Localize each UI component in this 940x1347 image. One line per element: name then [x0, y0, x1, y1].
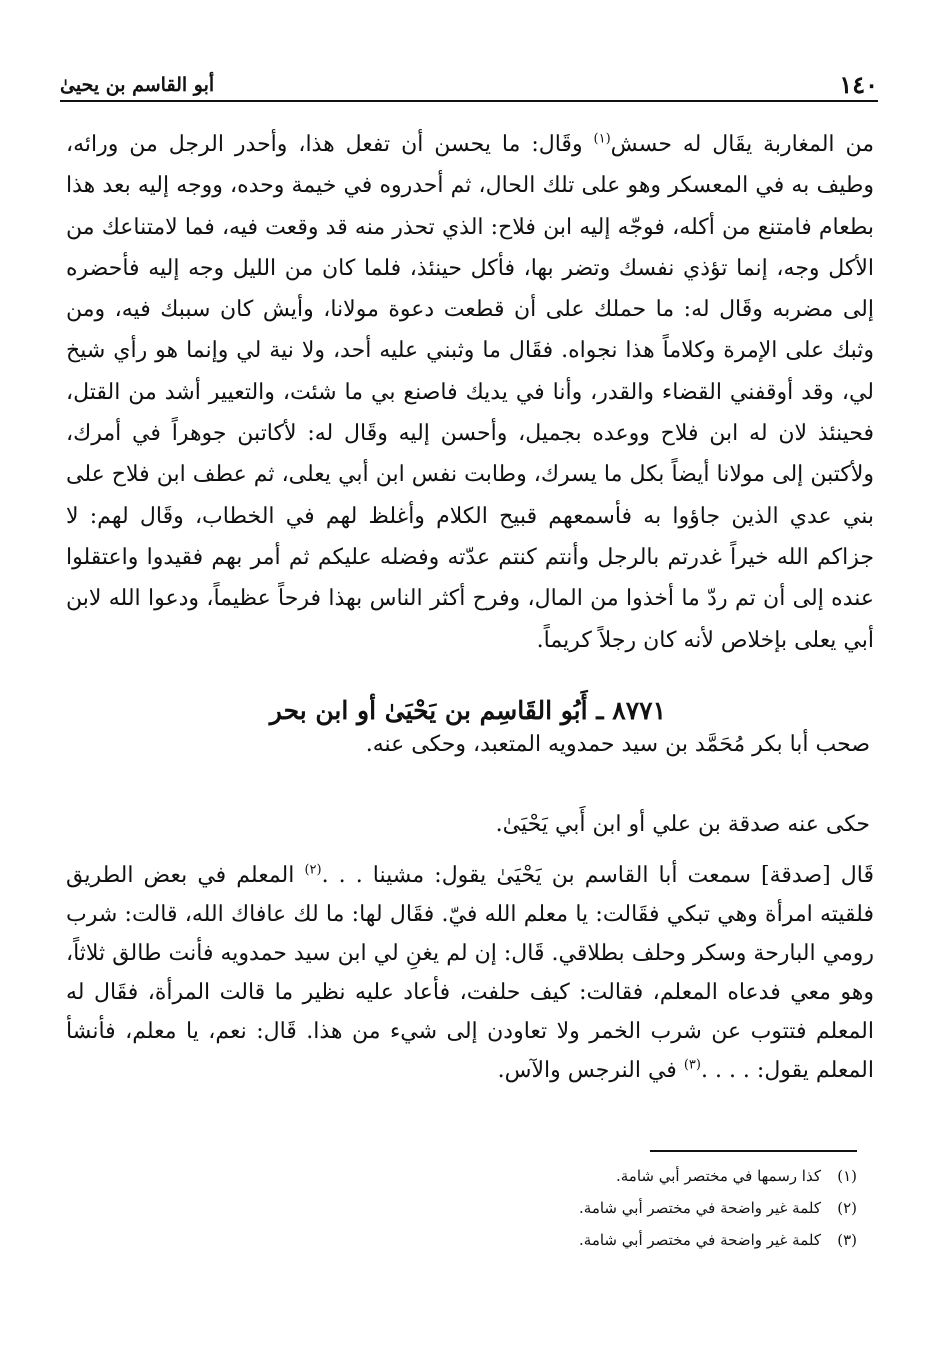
footnote-1-number: (١): [837, 1167, 857, 1185]
footnote-1: [579, 1160, 857, 1192]
footnote-ref-2: (٢): [304, 862, 322, 878]
footnote-2-number: (٢): [837, 1199, 857, 1217]
entry-body: [66, 856, 874, 1090]
running-header: [60, 70, 878, 102]
page-number: ١٤٠: [839, 70, 878, 99]
footnote-3-number: (٣): [837, 1231, 857, 1249]
footnote-2: [579, 1192, 857, 1224]
footnote-3: [579, 1224, 857, 1256]
footnote-1-text: كذا رسمها في مختصر أبي شامة.: [615, 1167, 821, 1185]
entry-text-b: المعلم في بعض الطريق فلقيته امرأة وهي تبكي فقَالت: يا معلم الله فيّ. فقَال لها: ما لك عافاك الله، قالت: شرب رومي البارحة وسكر وحلف بطلاقي. قَال: إن لم يغنِ لي ابن سيد حمدويه فأنت طالق ثلاثاً، وهو معي فدعاه المعلم، فقالت: كيف حلفت، فأعاد عليه نظير ما قالت المرأة، فقَال له المعلم فتتوب عن شرب الخمر ولا تعاودن إلى شيء من هذا. قَال: نعم، يا معلم، فأنشأ المعلم يقول: . . . .: [66, 863, 874, 1083]
entry-paragraph: [66, 856, 874, 1090]
paragraph-1: [66, 124, 874, 661]
footnote-2-text: كلمة غير واضحة في مختصر أبي شامة.: [579, 1199, 821, 1217]
entry-line-1: صحب أبا بكر مُحَمَّد بن سيد حمدويه المتعبد، وحكى عنه.: [365, 732, 870, 757]
entry-line-2: حكى عنه صدقة بن علي أو ابن أَبي يَحْيَىٰ.: [495, 812, 870, 837]
entry-text-a: قَال [صدقة] سمعت أبا القاسم بن يَحْيَىٰ يقول: مشينا . . .: [321, 863, 875, 888]
footnote-ref-1: (١): [593, 131, 611, 147]
footnote-3-text: كلمة غير واضحة في مختصر أبي شامة.: [579, 1231, 821, 1249]
paragraph-1-text-b: وقَال: ما يحسن أن تفعل هذا، وأحدر الرجل من ورائه، وطيف به في المعسكر وهو على تلك الحال، ثم أحدروه في خيمة وحده، ووجه إليه بعد هذا بطعام فامتنع من أكله، فوجّه إليه ابن فلاح: الذي تحذر منه قد وقعت فيه، فما لامتناعك من الأكل وجه، إنما تؤذي نفسك وتضر بها، فأكل حينئذ، فلما كان من الليل وجه إليه فأحضره إلى مضربه وقَال له: ما حملك على أن قطعت دعوة مولانا، وأيش كان سببك فيه، ومن وثبك على الإمرة وكلاماً هذا نجواه. فقَال ما وثبني عليه أحد، ولا نية لي وإنما هو رأي شيخ لي، وقد أوقفني القضاء والقدر، وأنا في يديك فاصنع بي ما شئت، والتعيير أشد من القتل، فحينئذ لان له ابن فلاح ووعده بجميل، وأحسن إليه وقَال له: لأكاتبن جوهراً في أمرك، ولأكتبن إلى مولانا أيضاً بكل ما يسرك، وطابت نفس ابن أبي يعلى، ثم عطف ابن فلاح على بني عدي الذين جاؤوا به فأسمعهم قبيح الكلام وأغلظ لهم في الخطاب، وقَال لهم: لا جزاكم الله خيراً غدرتم بالرجل وأنتم كنتم عدّته وفضله عليكم ثم أمر بهم فقيدوا واعتقلوا عنده إلى أن تم ردّ ما أخذوا من المال، وفرح أكثر الناس بهذا فرحاً عظيماً، ودعوا الله لابن أبي يعلى بإخلاص لأنه كان رجلاً كريماً.: [66, 132, 874, 653]
entry-text-c: في النرجس والآس.: [497, 1058, 684, 1083]
running-title: أبو القاسم بن يحيىٰ: [60, 74, 215, 96]
entry-heading: ٨٧٧١ ـ أَبُو القَاسِم بن يَحْيَىٰ أو ابن بحر: [269, 696, 666, 725]
main-text: [66, 124, 874, 661]
footnotes: [579, 1160, 857, 1256]
footnote-separator: [650, 1150, 857, 1152]
paragraph-1-text-a: من المغاربة يقَال له حسش: [610, 132, 874, 157]
footnote-ref-3: (٣): [683, 1057, 701, 1073]
